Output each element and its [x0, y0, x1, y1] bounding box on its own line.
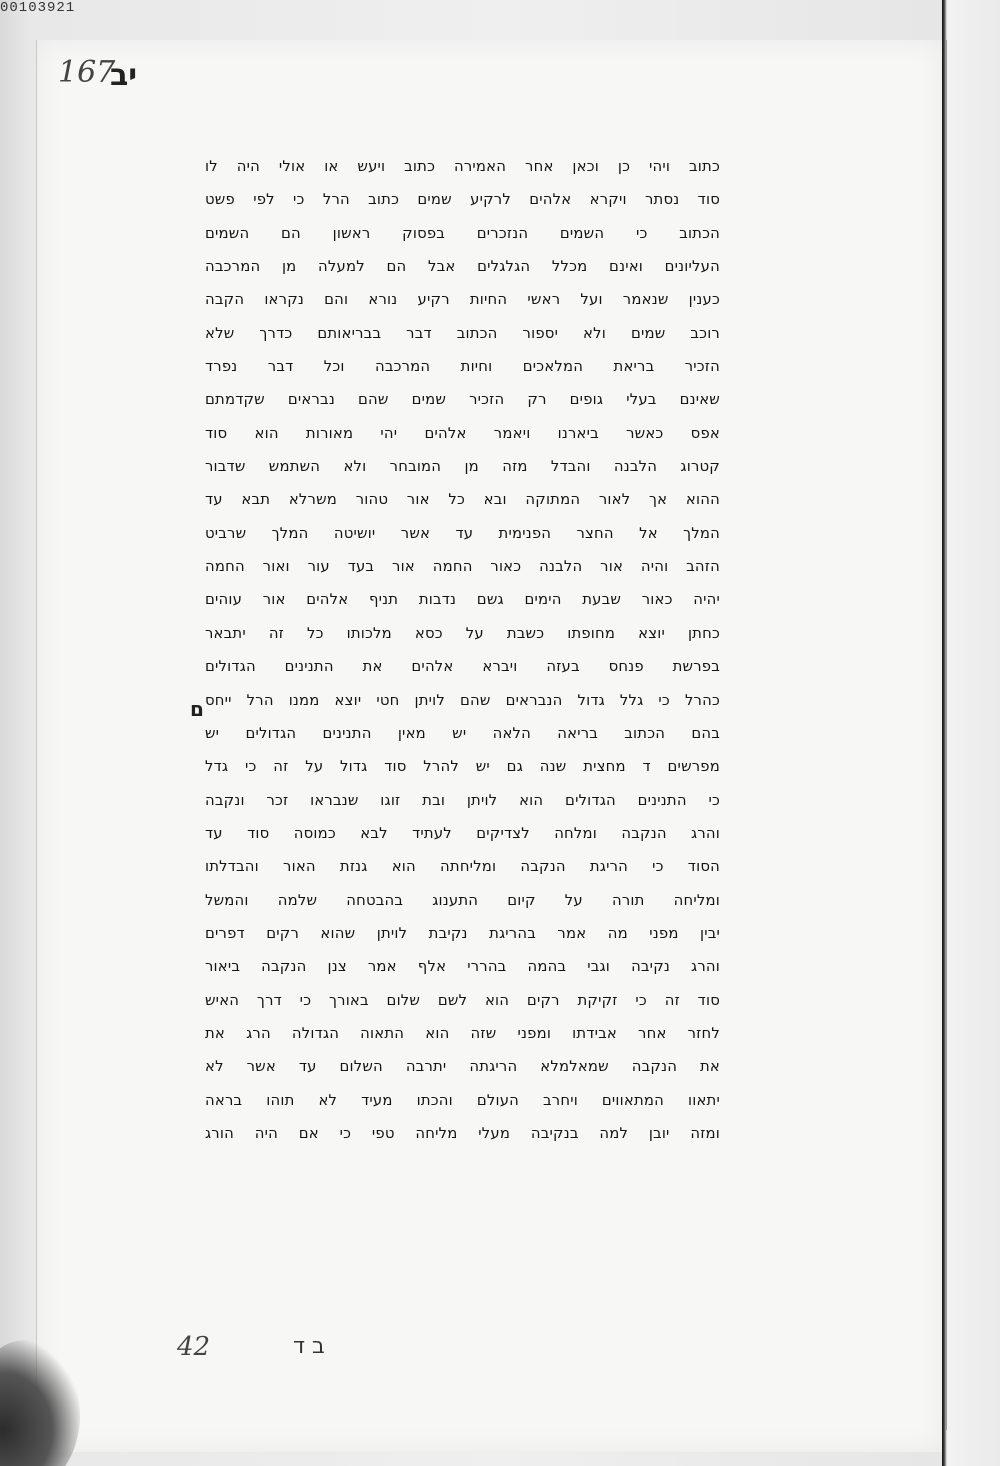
text-line: ומליחה תורה על קיום התענוג בהבטחה שלמה והמשל	[205, 891, 720, 909]
text-line: כתוב ויהי כן וכאן אחר האמירה כתוב ויעש או אולי היה לו	[205, 158, 720, 175]
text-line: כהרל כי גלל גדול הנבראים שהם לויתן חטי יוצא ממנו הרל ייחס	[205, 691, 720, 709]
text-line: קטרוג הלבנה והבדל מזה מן המובחר ולא השתמש שדבור	[205, 458, 720, 476]
text-line: אפס כאשר ביארנו ויאמר אלהים יהי מאורות הוא סוד	[205, 424, 720, 442]
text-line: העליונים ואינם מכלל הגלגלים אבל הם למעלה מן המרכבה	[205, 258, 720, 276]
text-line: כי התנינים הגדולים הוא לויתן ובת זוגו שנבראו זכר ונקבה	[205, 791, 720, 809]
folio-hebrew-number: יב	[110, 58, 138, 93]
text-line: לחזר אחר אבידתו ומפני שזה הוא התאוה הגדולה הרג את	[205, 1024, 720, 1042]
text-line: המלך אל החצר הפנימית עד אשר יושיטה המלך שרביט	[205, 524, 720, 542]
text-line: מפרשים ד מחצית שנה גם יש להרל סוד גדול על זה כי גדל	[205, 758, 720, 776]
text-line: הכתוב כי השמים הנזכרים בפסוק ראשון הם השמים	[205, 224, 720, 242]
folio-pencil-number: 167	[58, 55, 116, 90]
text-line: את הנקבה שמאלמלא הריגתה יתרבה השלום עד אשר לא	[205, 1058, 720, 1076]
text-line: בהם הכתוב בריאה הלאה יש מאין התנינים הגדולים יש	[205, 724, 720, 742]
text-line: ההוא אך לאור המתוקה ובא כל אור טהור משרלא תבא עד	[205, 491, 720, 509]
text-line: סוד זה כי זקיקת רקים הוא לשם שלום באורך כי דרך האיש	[205, 991, 720, 1009]
text-line: ומזה יובן למה בנקיבה מעלי מליחה טפי כי אם היה הורג	[205, 1124, 720, 1142]
footer-pencil-number: 42	[177, 1332, 211, 1362]
text-line: רוכב שמים ולא יספור הכתוב דבר בבריאותם כדרך שלא	[205, 324, 720, 342]
text-line: בפרשת פנחס בעזה ויברא אלהים את התנינים הגדולים	[205, 658, 720, 676]
text-line: והרג נקיבה וגבי בהמה בהררי אלף אמר צנן הנקבה ביאור	[205, 958, 720, 976]
manuscript-text-block	[205, 150, 720, 1150]
margin-mark: ם	[190, 697, 204, 721]
text-line: כענין שנאמר ועל ראשי החיות רקיע נורא והם נקראו הקבה	[205, 291, 720, 309]
text-line: והרג הנקבה ומלחה לצדיקים לעתיד לבא כמוסה סוד עד	[205, 824, 720, 842]
text-line: הסוד כי הריגת הנקבה ומליחתה הוא גנזת האור והבדלתו	[205, 858, 720, 876]
catchwords: ב ד	[293, 1334, 325, 1359]
text-line: כחתן יוצא מחופתו כשבת על כסא מלכותו כל זה יתבאר	[205, 624, 720, 642]
facing-page-edge	[942, 0, 1000, 1466]
text-line: הזהב והיה אור הלבנה כאור החמה אור בעד עור ואור החמה	[205, 558, 720, 576]
text-line: יתאוו המתאווים ויחרב העולם והכתו מעיד לא תוהו בראה	[205, 1091, 720, 1109]
catalog-number: 00103921	[0, 0, 76, 16]
text-line: יהיה כאור שבעת הימים גשם נדבות תניף אלהים אור עוהים	[205, 591, 720, 609]
text-line: סוד נסתר ויקרא אלהים לרקיע שמים כתוב הרל כי לפי פשט	[205, 191, 720, 209]
text-line: יבין מפני מה אמר בהריגת נקיבת לויתן שהוא רקים דפרים	[205, 924, 720, 942]
text-line: הזכיר בריאת המלאכים וחיות המרכבה וכל דבר נפרד	[205, 358, 720, 376]
text-line: שאינם בעלי גופים רק הזכיר שמים שהם נבראים שקדמתם	[205, 391, 720, 409]
